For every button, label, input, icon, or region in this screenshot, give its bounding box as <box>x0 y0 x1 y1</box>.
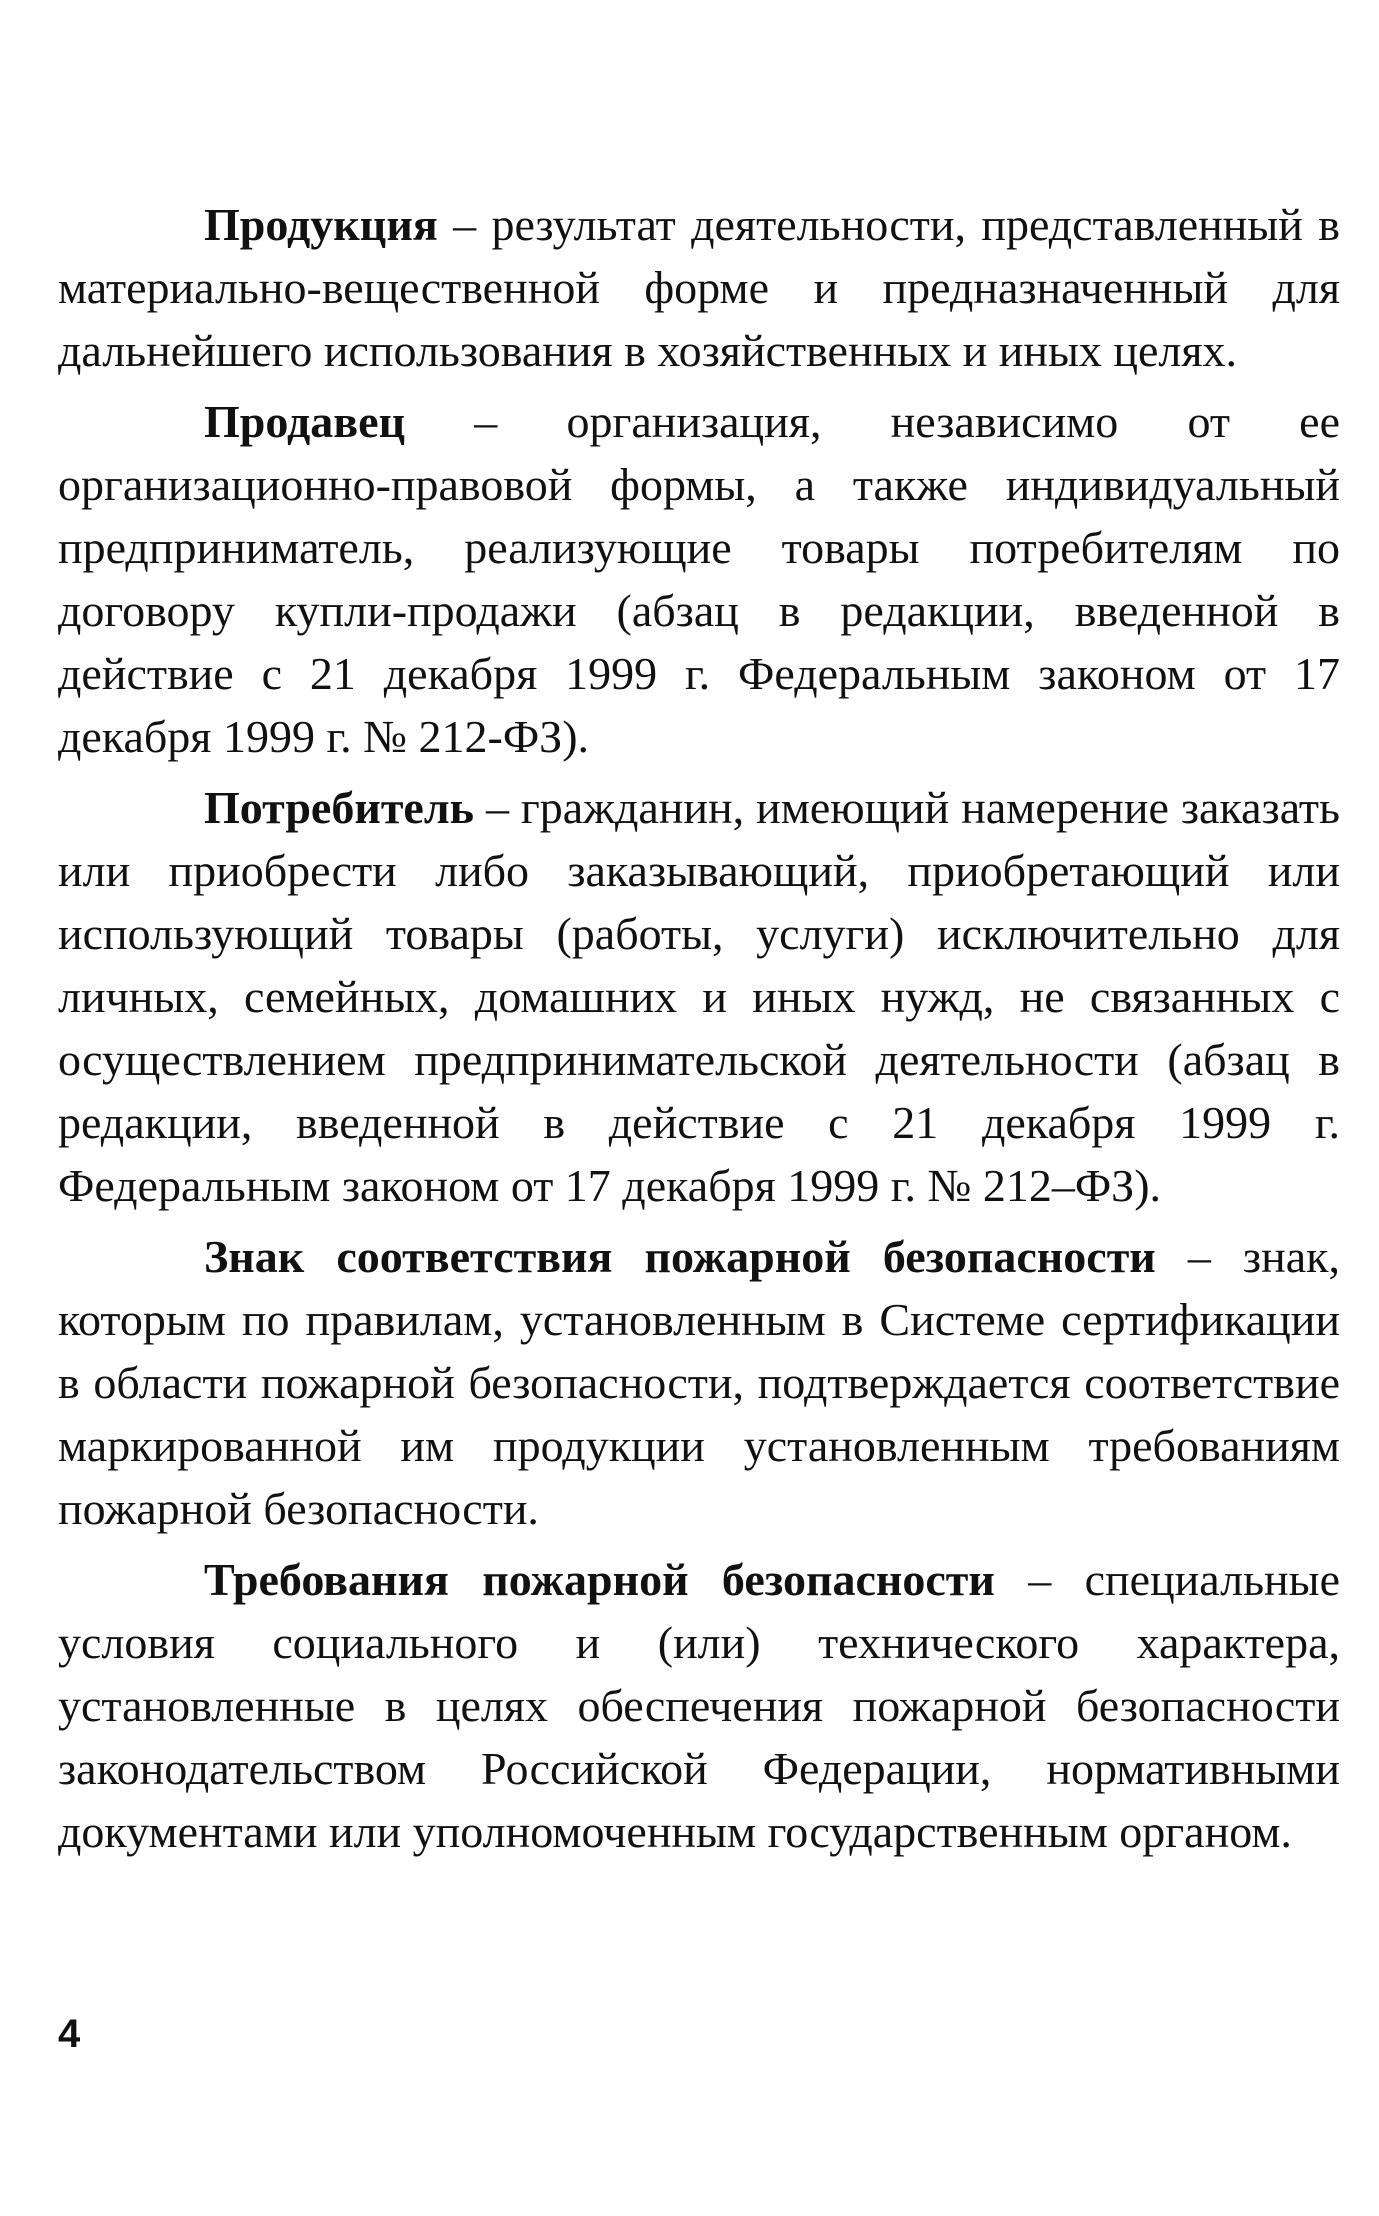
definition-paragraph-fire-safety-mark <box>58 1225 1340 1540</box>
term-seller: Продавец <box>204 396 406 447</box>
definition-fire-safety-mark: – знак, которым по правилам, установленным в Системе сертификации в области пожарной безопасности, подтверждается соответствие маркированной им продукции установленным требованиям пожарной безопасности. <box>58 1231 1340 1534</box>
definition-consumer: – гражданин, имеющий намерение заказать или приобрести либо заказывающий, приобретающий или использующий товары (работы, услуги) исключительно для личных, семейных, домашних и иных нужд, не связанных с осуществлением предпринимательской деятельности (абзац в редакции, введенной в действие с 21 декабря 1999 г. Федеральным законом от 17 декабря 1999 г. № 212–ФЗ). <box>58 782 1340 1211</box>
document-page <box>58 193 1340 1871</box>
term-product: Продукция <box>204 199 438 250</box>
definition-paragraph-consumer <box>58 776 1340 1217</box>
definition-product: – результат деятельности, представленный в материально-вещественной форме и предназначенный для дальнейшего использования в хозяйственных и иных целях. <box>58 199 1340 376</box>
definition-paragraph-product <box>58 193 1340 382</box>
definition-seller: – организация, независимо от ее организационно-правовой формы, а также индивидуальный предприниматель, реализующие товары потребителям по договору купли-продажи (абзац в редакции, введенной в действие с 21 декабря 1999 г. Федеральным законом от 17 декабря 1999 г. № 212-ФЗ). <box>58 396 1340 762</box>
definition-paragraph-fire-safety-requirements <box>58 1548 1340 1863</box>
definition-fire-safety-requirements: – специальные условия социального и (или) технического характера, установленные в целях обеспечения пожарной безопасности законодательством Российской Федерации, нормативными документами или уполномоченным государственным органом. <box>58 1554 1340 1857</box>
page-number: 4 <box>58 2012 81 2056</box>
term-fire-safety-requirements: Требования пожарной безопасности <box>204 1554 995 1605</box>
definition-paragraph-seller <box>58 390 1340 768</box>
term-fire-safety-mark: Знак соответствия пожарной безопасности <box>204 1231 1156 1282</box>
term-consumer: Потребитель <box>204 782 474 833</box>
